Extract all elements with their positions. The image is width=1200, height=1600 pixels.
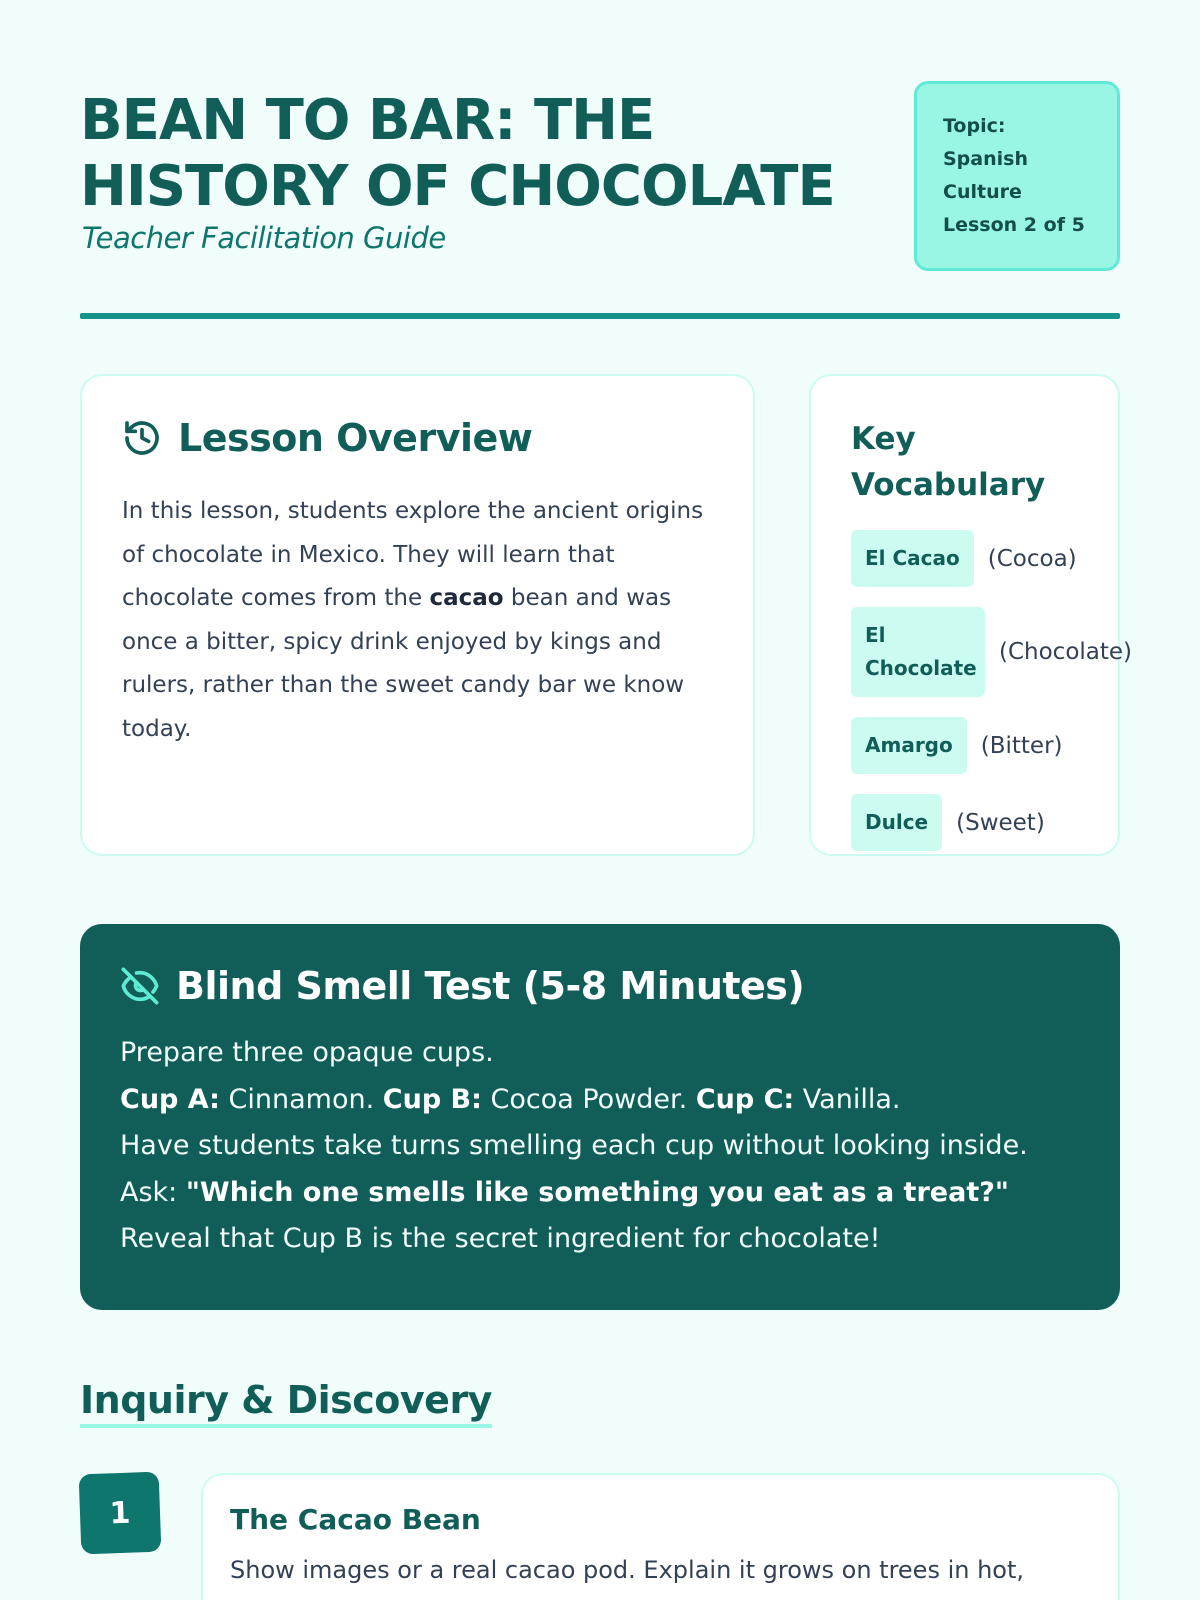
vocabulary-definition: (Bitter) xyxy=(980,732,1063,759)
page-subtitle: Teacher Facilitation Guide xyxy=(82,221,446,255)
vocabulary-term: Dulce xyxy=(851,794,942,851)
topic-label: Topic: xyxy=(943,115,1006,137)
smell-test-title: Blind Smell Test (5-8 Minutes) xyxy=(176,964,805,1008)
overview-text-end: bean and was once a bitter, spicy drink enjoyed by kings and rulers, rather than the sweet candy bar we know today. xyxy=(122,585,685,742)
smell-test-prep: Prepare three opaque cups. xyxy=(120,1037,494,1068)
lesson-progress: Lesson 2 of 5 xyxy=(943,214,1085,236)
lesson-overview-card xyxy=(80,374,755,856)
topic-badge xyxy=(914,81,1120,271)
header-divider xyxy=(80,313,1120,319)
smell-test-procedure: Have students take turns smelling each cup without looking inside. xyxy=(120,1130,1028,1161)
overview-text-start: In this lesson, students explore the ancient origins of chocolate in Mexico. They will learn that chocolate comes from the xyxy=(122,498,704,611)
overview-title: Lesson Overview xyxy=(178,416,533,460)
vocabulary-item xyxy=(851,530,1078,587)
blind-smell-test-panel xyxy=(80,924,1120,1310)
key-vocabulary-card xyxy=(809,374,1133,856)
overview-header xyxy=(122,416,713,460)
vocabulary-definition: (Sweet) xyxy=(956,809,1045,836)
cup-c-label: Cup C: xyxy=(695,1083,795,1115)
history-icon xyxy=(122,418,162,458)
topic-value: Spanish Culture xyxy=(943,148,1028,203)
step-text: Show images or a real cacao pod. Explain it grows on trees in hot, xyxy=(230,1556,1025,1584)
smell-test-header xyxy=(120,964,1080,1008)
overview-keyword: cacao xyxy=(429,585,504,611)
eye-off-icon xyxy=(120,966,160,1006)
cup-b-label: Cup B: xyxy=(382,1083,482,1115)
vocabulary-list xyxy=(851,530,1133,851)
inquiry-section-title: Inquiry & Discovery xyxy=(80,1378,492,1428)
smell-test-instructions xyxy=(120,1030,1080,1263)
smell-test-cups xyxy=(120,1077,1080,1124)
ask-question: "Which one smells like something you eat as a treat?" xyxy=(185,1176,1009,1208)
step-card xyxy=(201,1473,1120,1600)
vocabulary-item xyxy=(851,794,1078,851)
vocabulary-term: El Cacao xyxy=(851,530,974,587)
cup-b-value: Cocoa Powder. xyxy=(481,1083,696,1115)
overview-text xyxy=(122,490,713,751)
cup-c-value: Vanilla. xyxy=(794,1083,901,1115)
cup-a-value: Cinnamon. xyxy=(219,1083,383,1115)
ask-reveal: Reveal that Cup B is the secret ingredient for chocolate! xyxy=(120,1223,881,1254)
vocabulary-item xyxy=(851,607,1133,697)
vocabulary-definition: (Cocoa) xyxy=(987,545,1077,572)
page-header xyxy=(80,88,1120,278)
vocabulary-item xyxy=(851,717,1078,774)
step-title: The Cacao Bean xyxy=(230,1503,481,1536)
step-number-badge: 1 xyxy=(79,1472,162,1555)
ask-prefix: Ask: xyxy=(120,1176,186,1208)
vocabulary-title: Key Vocabulary xyxy=(851,421,1046,503)
vocabulary-term: El Chocolate xyxy=(851,607,985,697)
cup-a-label: Cup A: xyxy=(120,1083,220,1115)
vocabulary-definition: (Chocolate) xyxy=(999,639,1133,665)
vocabulary-term: Amargo xyxy=(851,717,967,774)
page-title: BEAN TO BAR: THE HISTORY OF CHOCOLATE xyxy=(80,88,835,219)
smell-test-question xyxy=(120,1170,1080,1263)
